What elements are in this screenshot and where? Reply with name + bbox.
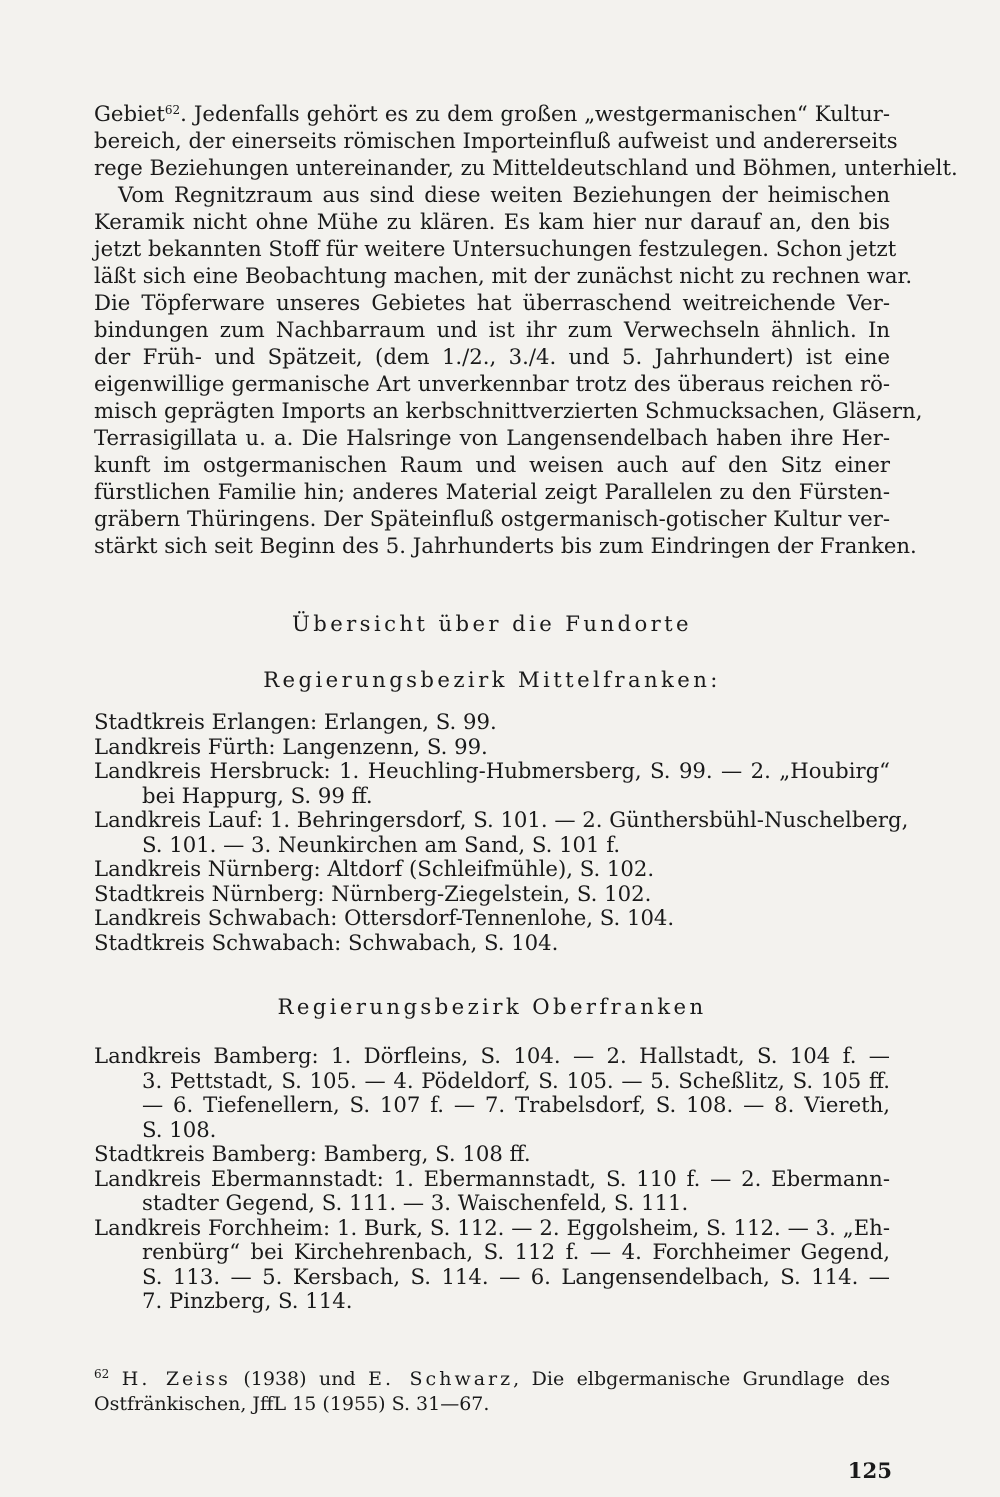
entry-line: Landkreis Nürnberg: Altdorf (Schleifmühle), S. 102.: [94, 856, 655, 881]
entry-line: Landkreis Bamberg: 1. Dörfleins, S. 104. — 2. Hallstadt, S. 104 f. —: [94, 1043, 890, 1068]
footnote-author: H. Zeiss: [121, 1368, 231, 1390]
entry-line: Landkreis Hersbruck: 1. Heuchling-Hubmersberg, S. 99. — 2. „Houbirg“: [94, 758, 890, 783]
entry-line: renbürg“ bei Kirchehrenbach, S. 112 f. — 4. Forchheimer Gegend,: [142, 1239, 890, 1264]
page-number: 125: [847, 1458, 892, 1483]
text-line: Vom Regnitzraum aus sind diese weiten Beziehungen der heimischen: [118, 182, 890, 207]
heading-overview: Übersicht über die Fundorte: [291, 611, 692, 636]
footnote-reference: 62: [164, 103, 181, 117]
text-line: misch geprägten Imports an kerbschnittverzierten Schmucksachen, Gläsern,: [94, 398, 923, 423]
page-body: [94, 100, 958, 1314]
fundort-entry: [94, 1044, 890, 1142]
text-line: Keramik nicht ohne Mühe zu klären. Es kam hier nur darauf an, den bis: [94, 209, 890, 234]
entry-line: 3. Pettstadt, S. 105. — 4. Pödeldorf, S. 105. — 5. Scheßlitz, S. 105 ff.: [142, 1067, 890, 1093]
text-line: eigenwillige germanische Art unverkennbar trotz des überaus reichen rö-: [94, 371, 890, 396]
entry-line: Stadtkreis Erlangen: Erlangen, S. 99.: [94, 709, 497, 734]
fundort-entry: [94, 735, 890, 760]
fundort-entry: [94, 882, 890, 907]
mittelfranken-list: [94, 709, 909, 955]
entry-line: Landkreis Ebermannstadt: 1. Ebermannstadt, S. 110 f. — 2. Ebermann-: [94, 1165, 890, 1191]
oberfranken-list: [94, 1044, 890, 1314]
footnote-number: 62: [94, 1367, 110, 1381]
entry-line: Stadtkreis Nürnberg: Nürnberg-Ziegelstein, S. 102.: [94, 880, 652, 906]
fundort-entry: [94, 857, 890, 882]
footnote: [94, 1367, 890, 1417]
text-line: kunft im ostgermanischen Raum und weisen auch auf den Sitz einer: [94, 452, 890, 477]
text-fragment: , Die elbgermanische Grundlage des: [513, 1368, 891, 1390]
entry-line: — 6. Tiefenellern, S. 107 f. — 7. Trabelsdorf, S. 108. — 8. Viereth,: [142, 1092, 890, 1117]
entry-line: 7. Pinzberg, S. 114.: [142, 1288, 353, 1313]
fundort-entry: [94, 759, 890, 808]
entry-line: S. 113. — 5. Kersbach, S. 114. — 6. Langensendelbach, S. 114. —: [142, 1263, 890, 1289]
entry-line: stadter Gegend, S. 111. — 3. Waischenfeld, S. 111.: [142, 1190, 689, 1215]
fundort-entry: [94, 1167, 890, 1216]
text-line: Die Töpferware unseres Gebietes hat überraschend weitreichende Ver-: [94, 290, 890, 315]
text-line: bereich, der einerseits römischen Importeinfluß aufweist und andererseits: [94, 128, 898, 153]
text-line: stärkt sich seit Beginn des 5. Jahrhunderts bis zum Eindringen der Franken.: [94, 533, 917, 558]
fundort-entry: [94, 1216, 890, 1314]
intro-paragraph-1: [94, 100, 958, 181]
text-line: gräbern Thüringens. Der Späteinfluß ostgermanisch-gotischer Kultur ver-: [94, 506, 890, 531]
fundort-entry: [94, 1142, 890, 1167]
fundort-entry: [94, 931, 890, 956]
text-line: rege Beziehungen untereinander, zu Mitteldeutschland und Böhmen, unterhielt.: [94, 155, 958, 180]
entry-line: Stadtkreis Bamberg: Bamberg, S. 108 ff.: [94, 1141, 531, 1166]
fundort-entry: [94, 906, 890, 931]
entry-line: Landkreis Lauf: 1. Behringersdorf, S. 101. — 2. Günthersbühl-Nuschelberg,: [94, 807, 909, 832]
entry-line: Landkreis Schwabach: Ottersdorf-Tennenlohe, S. 104.: [94, 905, 675, 930]
text-line: läßt sich eine Beobachtung machen, mit der zunächst nicht zu rechnen war.: [94, 263, 913, 288]
text-line: bindungen zum Nachbarraum und ist ihr zum Verwechseln ähnlich. In: [94, 317, 890, 342]
text-fragment: Gebiet: [94, 101, 165, 126]
entry-line: Landkreis Fürth: Langenzenn, S. 99.: [94, 733, 488, 759]
footnote-author: E. Schwarz: [368, 1368, 514, 1390]
heading-oberfranken: Regierungsbezirk Oberfranken: [277, 994, 707, 1019]
entry-line: bei Happurg, S. 99 ff.: [142, 782, 373, 808]
intro-paragraph-2: [94, 181, 923, 559]
text-line: fürstlichen Familie hin; anderes Material zeigt Parallelen zu den Fürsten-: [94, 479, 890, 504]
text-line: [94, 100, 890, 127]
text-line: der Früh- und Spätzeit, (dem 1./2., 3./4. und 5. Jahrhundert) ist eine: [94, 344, 890, 369]
entry-line: S. 101. — 3. Neunkirchen am Sand, S. 101 f.: [142, 831, 621, 857]
fundort-entry: [94, 710, 890, 735]
footnote-line: Ostfränkischen, JffL 15 (1955) S. 31—67.: [94, 1393, 490, 1415]
text-fragment: . Jedenfalls gehört es zu dem großen „westgermanischen“ Kultur-: [180, 101, 890, 126]
fundort-entry: [94, 807, 909, 857]
entry-line: S. 108.: [142, 1116, 217, 1142]
text-fragment: (1938) und: [230, 1368, 369, 1390]
entry-line: Landkreis Forchheim: 1. Burk, S. 112. — 2. Eggolsheim, S. 112. — 3. „Eh-: [94, 1214, 890, 1240]
text-line: Terrasigillata u. a. Die Halsringe von Langensendelbach haben ihre Her-: [94, 425, 890, 450]
heading-mittelfranken: Regierungsbezirk Mittelfranken:: [263, 667, 721, 692]
footnote-line: [94, 1367, 890, 1392]
text-line: jetzt bekannten Stoff für weitere Untersuchungen festzulegen. Schon jetzt: [94, 236, 897, 261]
entry-line: Stadtkreis Schwabach: Schwabach, S. 104.: [94, 929, 559, 955]
